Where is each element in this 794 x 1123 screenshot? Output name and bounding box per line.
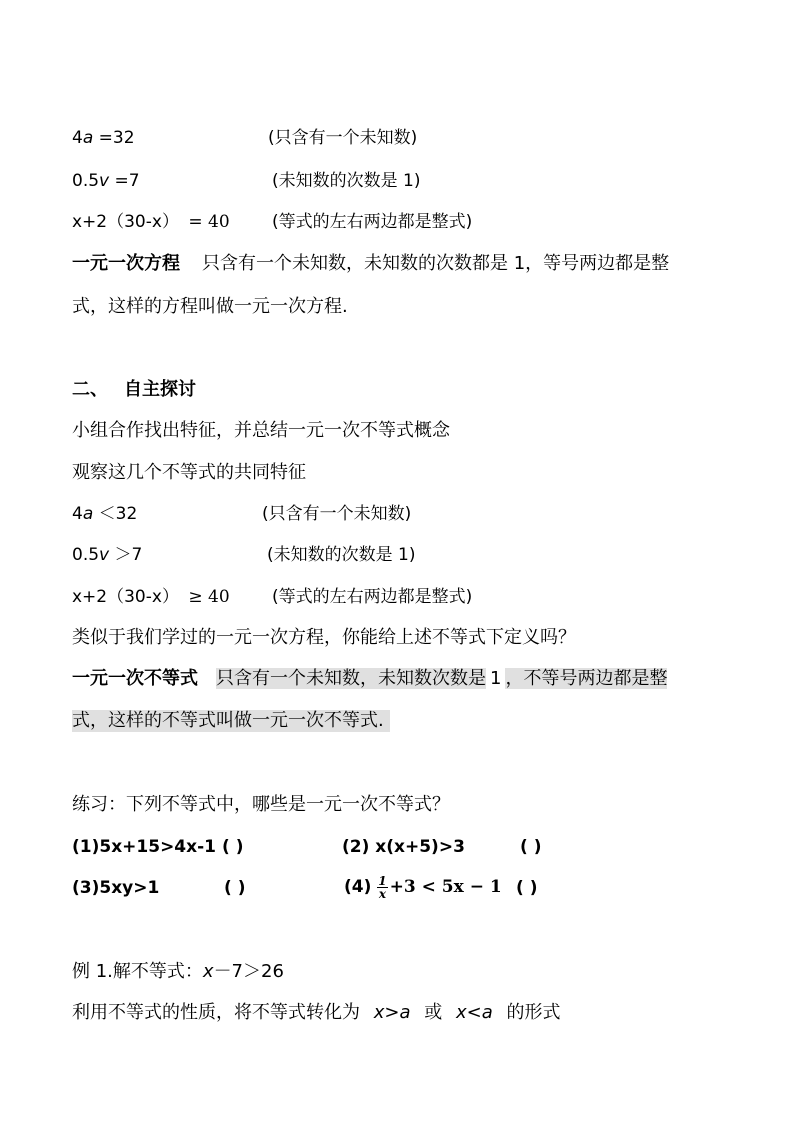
fraction-1-over-x: $\frac{1}{x}$	[378, 873, 387, 901]
exercise-item-3: (3)5xy>1	[72, 878, 160, 898]
equation-1: 4a =32	[72, 128, 135, 148]
equation-2-note: (未知数的次数是 1)	[272, 171, 421, 191]
exercise-item-2: (2) x(x+5)>3	[342, 837, 465, 857]
equation-1-note: (只含有一个未知数)	[268, 128, 418, 148]
inequality-term: 一元一次不等式	[72, 668, 198, 689]
exercise-title: 练习：下列不等式中，哪些是一元一次不等式？	[72, 794, 450, 815]
section-heading: 二、 自主探讨	[72, 379, 196, 400]
inequality-definition-line2: 式，这样的不等式叫做一元一次不等式.	[72, 710, 390, 732]
equation-3: x+2（30-x） = 40	[72, 212, 230, 232]
section-line2: 观察这几个不等式的共同特征	[72, 462, 306, 483]
equation-definition-line1: 一元一次方程 只含有一个未知数，未知数的次数都是 1，等号两边都是整	[72, 253, 670, 274]
inequality-2: 0.5v ＞7	[72, 545, 143, 565]
example-title: 例 1.解不等式：x－7＞26	[72, 961, 284, 982]
inequality-1-note: (只含有一个未知数)	[262, 504, 412, 524]
definition-question: 类似于我们学过的一元一次方程，你能给上述不等式下定义吗？	[72, 627, 576, 648]
example-instruction: 利用不等式的性质，将不等式转化为 x>a 或 x<a 的形式	[72, 1002, 561, 1023]
inequality-3: x+2（30-x） ≥ 40	[72, 587, 230, 607]
exercise-item-4: (4) $\frac{1}{x}$ +3 < 5x − 1	[344, 873, 502, 901]
exercise-item-1: (1)5x+15>4x-1	[72, 837, 216, 857]
exercise-blank-2[interactable]: ( )	[520, 837, 542, 857]
section-line1: 小组合作找出特征，并总结一元一次不等式概念	[72, 420, 450, 441]
inequality-3-note: (等式的左右两边都是整式)	[272, 587, 473, 607]
equation-term: 一元一次方程	[72, 253, 180, 274]
inequality-definition-line1: 一元一次不等式 只含有一个未知数，未知数次数是 1 ，不等号两边都是整	[72, 668, 668, 689]
exercise-blank-4[interactable]: ( )	[516, 878, 538, 898]
exercise-blank-1[interactable]: ( )	[222, 837, 244, 857]
inequality-1: 4a ＜32	[72, 504, 138, 524]
exercise-blank-3[interactable]: ( )	[224, 878, 246, 898]
inequality-2-note: (未知数的次数是 1)	[267, 545, 416, 565]
equation-definition-line2: 式，这样的方程叫做一元一次方程.	[72, 296, 348, 317]
equation-3-note: (等式的左右两边都是整式)	[272, 212, 473, 232]
equation-2: 0.5v =7	[72, 171, 140, 191]
